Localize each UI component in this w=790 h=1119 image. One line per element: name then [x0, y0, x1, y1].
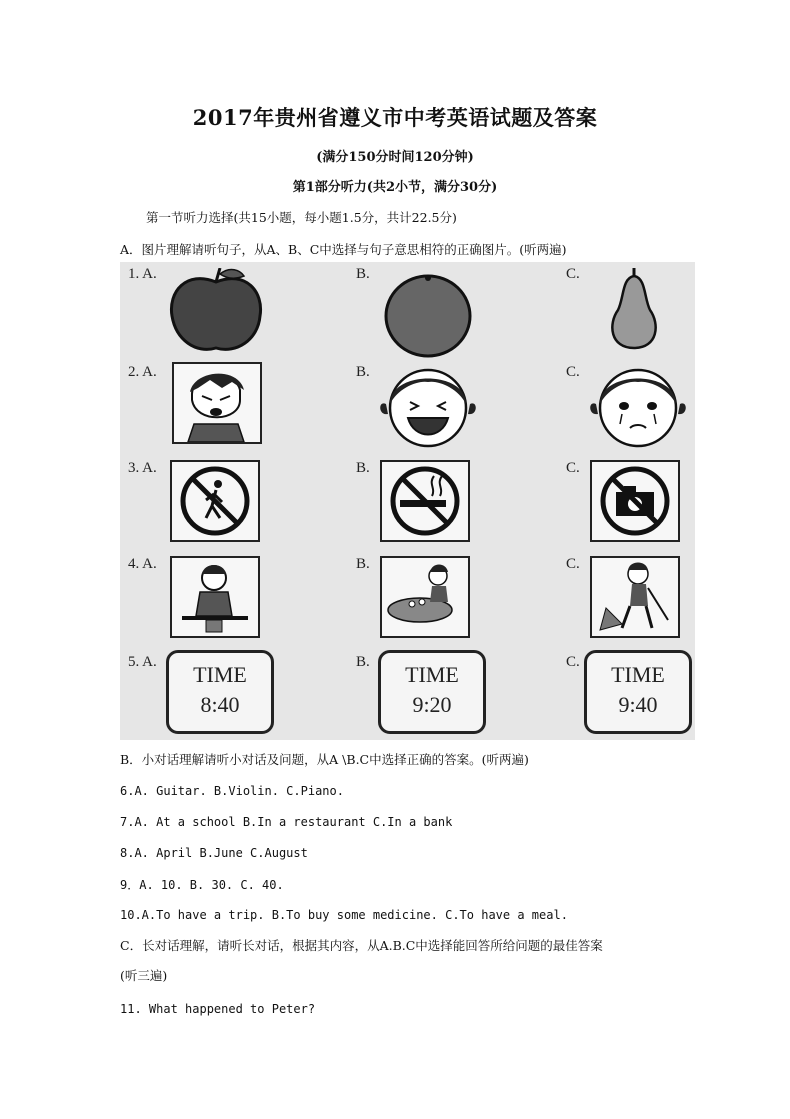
section-one-heading: 第一节听力选择(共15小题，每小题1.5分，共计22.5分) — [146, 210, 457, 225]
q4-c-label: C. — [566, 556, 580, 572]
question-6: 6.A. Guitar. B.Violin. C.Piano. — [120, 784, 344, 798]
time-card-b — [378, 650, 486, 734]
apple-icon — [166, 268, 266, 356]
section-b-instruction: B．小对话理解请听小对话及问题，从A \B.C中选择正确的答案。(听两遍) — [120, 752, 529, 767]
no-smoking-icon — [380, 460, 470, 542]
section-c-instruction-cont: (听三遍) — [120, 968, 168, 983]
q2-c-label: C. — [566, 364, 580, 380]
q1-b-label: B. — [356, 266, 370, 282]
picture-questions-panel — [120, 262, 695, 740]
q2-label: 2. A. — [128, 364, 157, 380]
time-card-c-word: TIME — [611, 662, 665, 687]
time-card-a-word: TIME — [193, 662, 247, 687]
angry-boy-icon — [172, 362, 262, 444]
question-7: 7.A. At a school B.In a restaurant C.In a bank — [120, 815, 453, 829]
q5-c-label: C. — [566, 654, 580, 670]
question-9: 9．A. 10. B. 30. C. 40. — [120, 878, 284, 892]
question-11: 11. What happened to Peter? — [120, 1002, 316, 1016]
time-card-a-value: 8:40 — [200, 692, 240, 717]
time-card-c — [584, 650, 692, 734]
pear-icon — [604, 268, 664, 352]
time-card-b-value: 9:20 — [412, 692, 452, 717]
q1-c-label: C. — [566, 266, 580, 282]
time-card-b-word: TIME — [405, 662, 459, 687]
orange-icon — [382, 270, 474, 358]
q5-label: 5. A. — [128, 654, 157, 670]
q2-b-label: B. — [356, 364, 370, 380]
boy-sweeping-icon — [590, 556, 680, 638]
crying-girl-icon — [588, 360, 688, 448]
q5-b-label: B. — [356, 654, 370, 670]
no-photos-icon — [590, 460, 680, 542]
section-a-instruction: A．图片理解请听句子，从A、B、C中选择与句子意思相符的正确图片。(听两遍) — [120, 242, 567, 257]
q4-b-label: B. — [356, 556, 370, 572]
time-card-a — [166, 650, 274, 734]
q3-b-label: B. — [356, 460, 370, 476]
q3-label: 3. A. — [128, 460, 157, 476]
laughing-girl-icon — [378, 360, 478, 448]
girl-washing-icon — [380, 556, 470, 638]
question-8: 8.A. April B.June C.August — [120, 846, 308, 860]
boy-writing-icon — [170, 556, 260, 638]
part-heading: 第1部分听力(共2小节，满分30分) — [292, 180, 498, 195]
time-card-c-value: 9:40 — [618, 692, 658, 717]
q3-c-label: C. — [566, 460, 580, 476]
q1-label: 1. A. — [128, 266, 157, 282]
q4-label: 4. A. — [128, 556, 157, 572]
exam-subtitle: (满分150分时间120分钟) — [316, 150, 474, 165]
no-walking-icon — [170, 460, 260, 542]
question-10: 10.A.To have a trip. B.To buy some medicine. C.To have a meal. — [120, 908, 568, 922]
page-title: 2017年贵州省遵义市中考英语试题及答案 — [192, 105, 598, 130]
section-c-instruction: C．长对话理解，请听长对话，根据其内容，从A.B.C中选择能回答所给问题的最佳答案 — [120, 938, 603, 953]
